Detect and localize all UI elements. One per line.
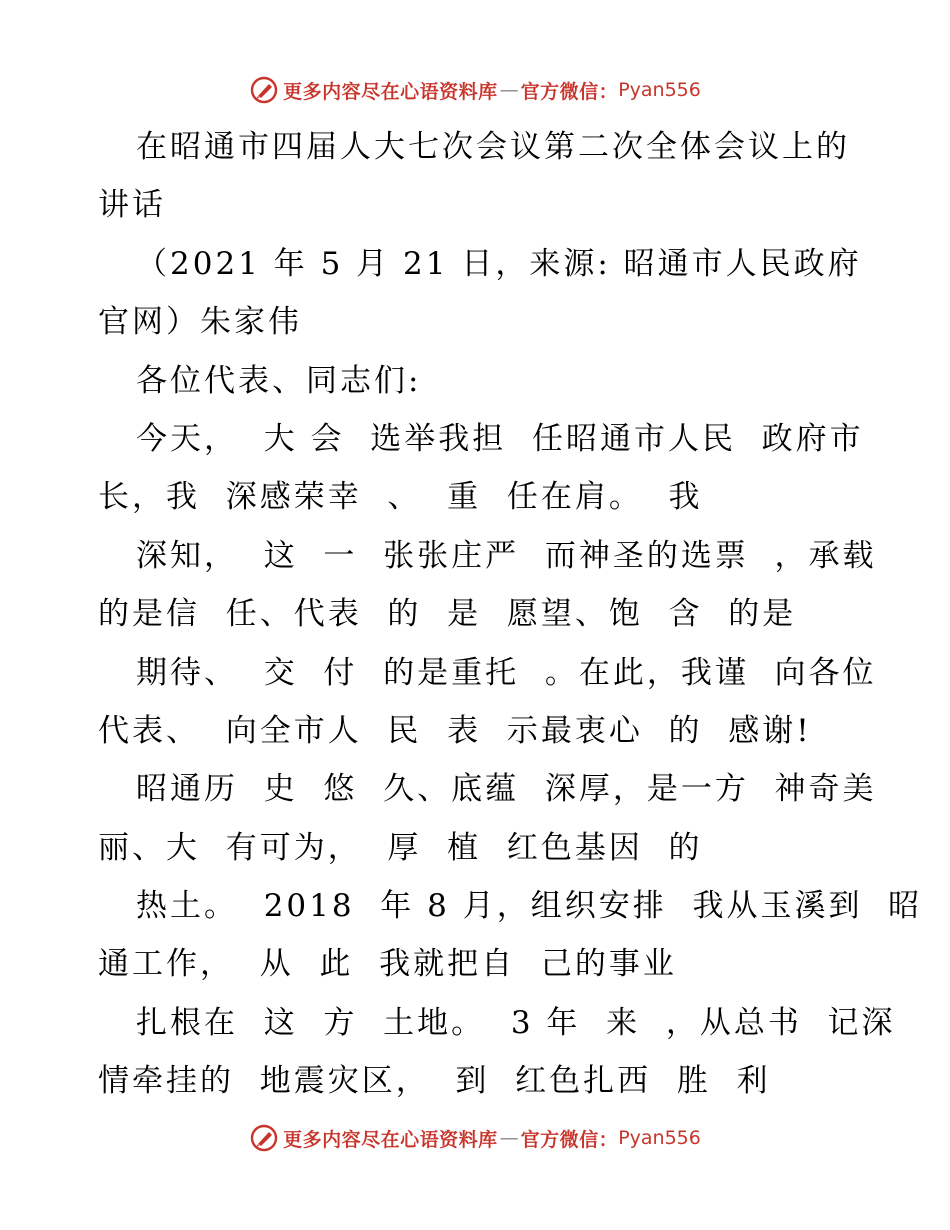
text-line: 昭通历 史 悠 久、底蕴 深厚，是一方 神奇美 (136, 771, 877, 808)
text-line: （2021 年 5 月 21 日，来源: 昭通市人民政府 (136, 245, 862, 282)
text-line: 扎根在 这 方 土地。 3 年 来 ，从总书 记深 (136, 1004, 896, 1041)
text-line: 各位代表、同志们: (136, 362, 422, 399)
text-line: 代表、 向全市人 民 表 示最衷心 的 感谢! (98, 712, 812, 749)
text-line: 期待、 交 付 的是重托 。在此，我谨 向各位 (136, 654, 877, 691)
text-line: 的是信 任、代表 的 是 愿望、饱 含 的是 (98, 596, 797, 633)
text-line: 长，我 深感荣幸 、 重 任在肩。 我 (98, 479, 703, 516)
watermark-text: 更多内容尽在心语资料库 (283, 1128, 498, 1151)
text-line: 深知， 这 一 张张庄严 而神圣的选票 ，承载 (136, 537, 877, 574)
text-line: 讲话 (98, 187, 166, 224)
text-line: 在昭通市四届人大七次会议第二次全体会议上的 (136, 129, 850, 165)
footer-watermark (0, 1118, 950, 1158)
watermark-label: 官方微信： (520, 1128, 619, 1151)
text-line: 热土。 2018 年 8 月，组织安排 我从玉溪到 昭 (136, 888, 923, 925)
text-line: 官网）朱家伟 (98, 304, 302, 341)
document-body (98, 118, 923, 1111)
watermark-separator: — (499, 1127, 519, 1149)
watermark-id: Pyan556 (618, 1127, 701, 1149)
pen-logo-icon (249, 1123, 279, 1153)
text-line: 通工作， 从 此 我就把自 己的事业 (98, 946, 677, 983)
pen-logo-icon (249, 75, 279, 105)
watermark-separator: — (499, 79, 519, 101)
watermark-id: Pyan556 (618, 79, 701, 101)
text-line: 情牵挂的 地震灾区， 到 红色扎西 胜 利 (98, 1063, 771, 1100)
watermark-text: 更多内容尽在心语资料库 (283, 80, 498, 103)
text-line: 今天， 大 会 选举我担 任昭通市人民 政府市 (136, 420, 864, 457)
text-line: 丽、大 有可为， 厚 植 红色基因 的 (98, 829, 703, 866)
header-watermark (0, 70, 950, 110)
watermark-label: 官方微信： (520, 80, 619, 103)
